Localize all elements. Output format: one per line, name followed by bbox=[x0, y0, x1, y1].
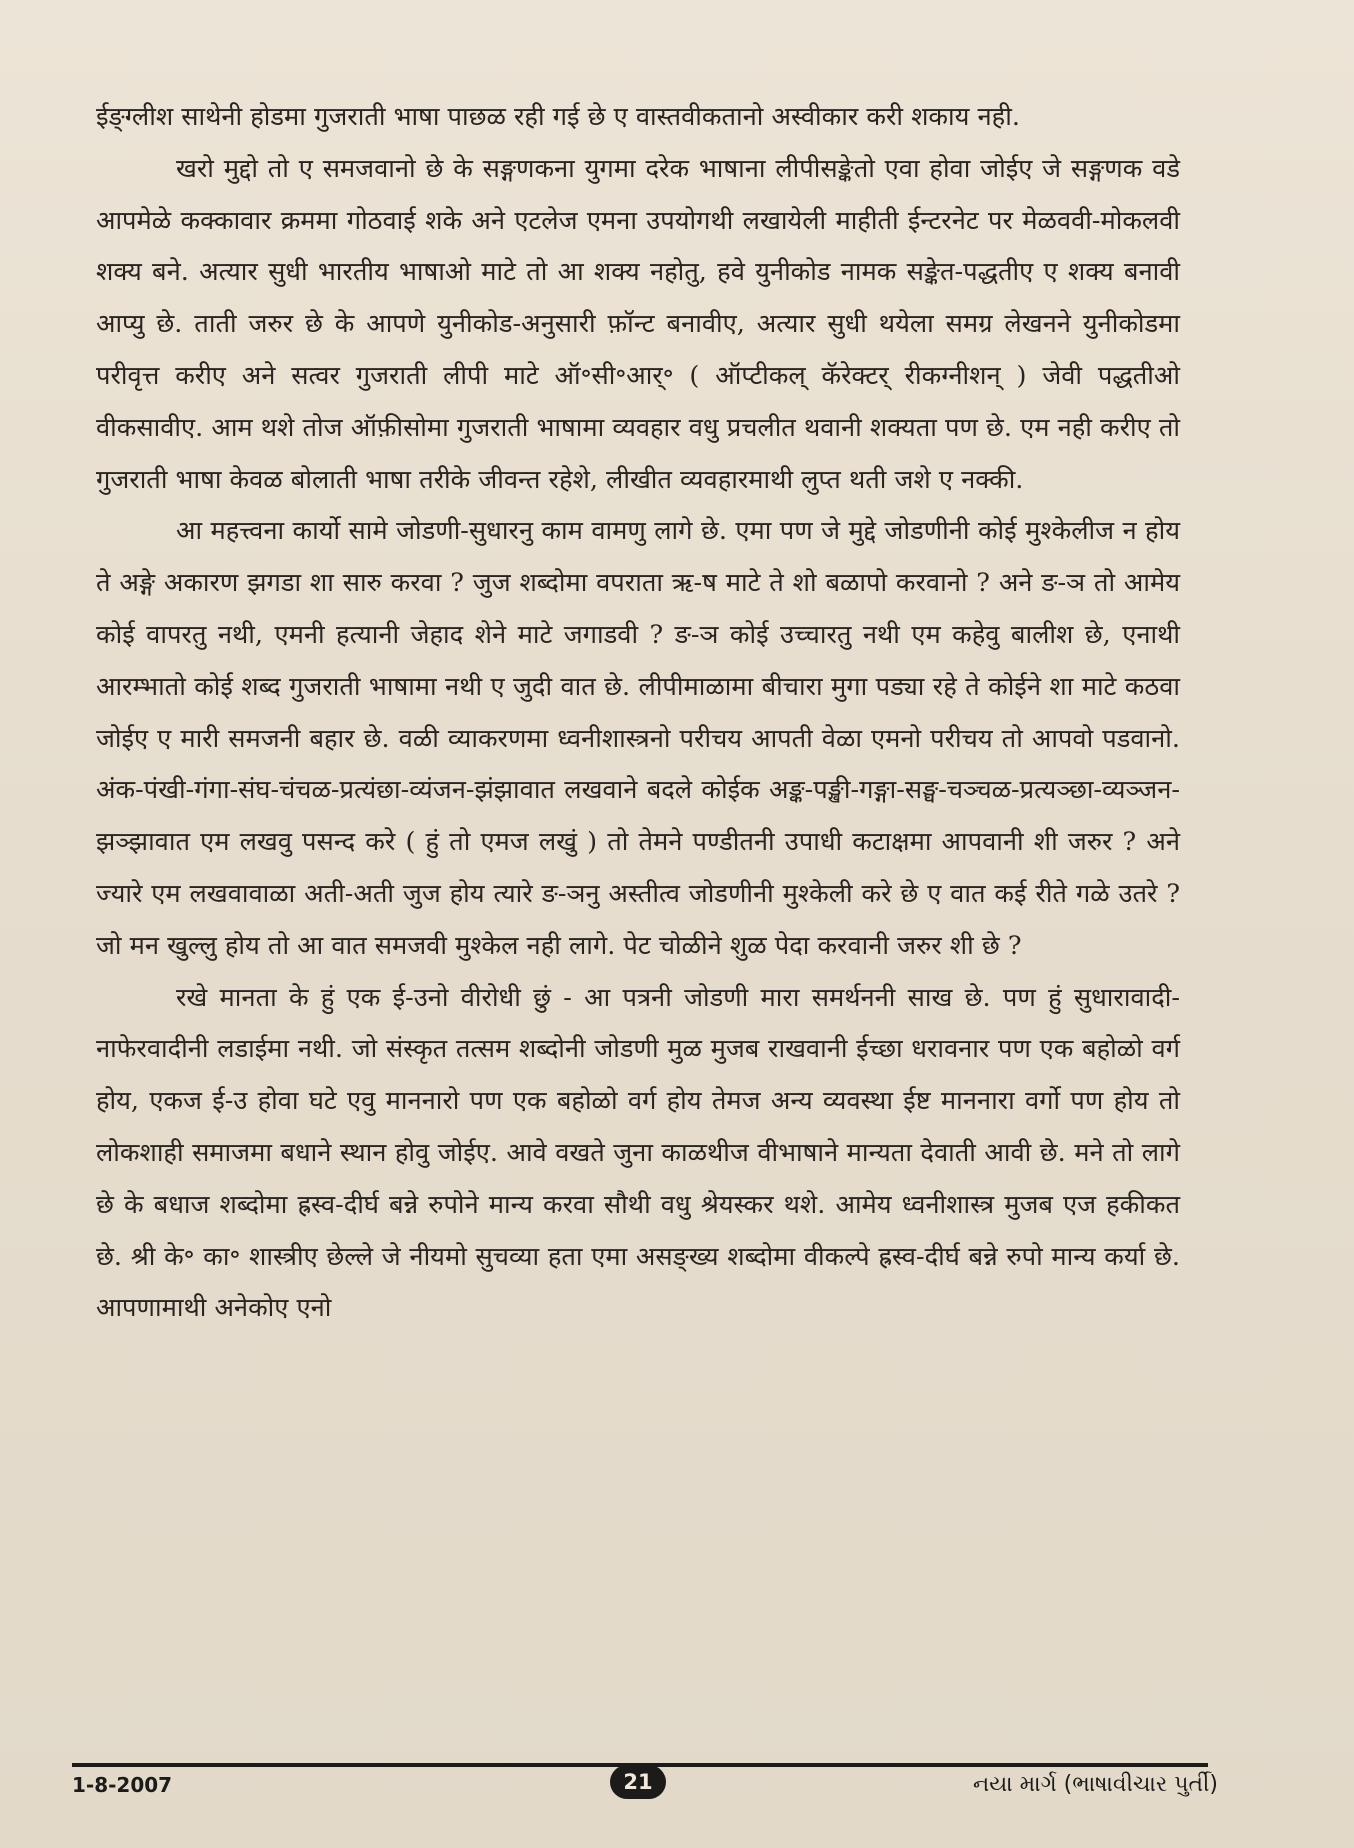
footer-date: 1-8-2007 bbox=[72, 1773, 173, 1797]
paragraph-3: आ महत्त्वना कार्यो सामे जोडणी-सुधारनु काम वामणु लागे छे. एमा पण जे मुद्दे जोडणीनी कोई मुश्केलीज न होय ते अङ्गे अकारण झगडा शा सारु करवा ? जुज शब्दोमा वपराता ऋ-ष माटे ते शो बळापो करवानो ? अने ङ-ञ तो आमेय कोई वापरतु नथी, एमनी हत्यानी जेहाद शेने माटे जगाडवी ? ङ-ञ कोई उच्चारतु नथी एम कहेवु बालीश छे, एनाथी आरम्भातो कोई शब्द गुजराती भाषामा नथी ए जुदी वात छे. लीपीमाळामा बीचारा मुगा पड्या रहे ते कोईने शा माटे कठवा जोईए ए मारी समजनी बहार छे. वळी व्याकरणमा ध्वनीशास्त्रनो परीचय आपती वेळा एमनो परीचय तो आपवो पडवानो. अंक-पंखी-गंगा-संघ-चंचळ-प्रत्यंछा-व्यंजन-झंझावात लखवाने बदले कोईक अङ्क-पङ्खी-गङ्गा-सङ्घ-चञ्चळ-प्रत्यञ्छा-व्यञ्जन-झञ्झावात एम लखवु पसन्द करे ( हुं तो एमज लखुं ) तो तेमने पण्डीतनी उपाधी कटाक्षमा आपवानी शी जरुर ? अने ज्यारे एम लखवावाळा अती-अती जुज होय त्यारे ङ-ञनु अस्तीत्व जोडणीनी मुश्केली करे छे ए वात कई रीते गळे उतरे ? जो मन खुल्लु होय तो आ वात समजवी मुश्केल नही लागे. पेट चोळीने शुळ पेदा करवानी जरुर शी छे ? bbox=[96, 516, 1180, 961]
page-number-badge: 21 bbox=[610, 1765, 666, 1799]
journal-name: નયા માર્ગ (ભાષાવીચાર પુર્તી) bbox=[972, 1772, 1218, 1797]
paragraph-4: रखे मानता के हुं एक ई-उनो वीरोधी छुं - आ पत्रनी जोडणी मारा समर्थननी साख छे. पण हुं सुधारावादी-नाफेरवादीनी लडाईमा नथी. जो संस्कृत तत्सम शब्दोनी जोडणी मुळ मुजब राखवानी ईच्छा धरावनार पण एक बहोळो वर्ग होय, एकज ई-उ होवा घटे एवु माननारो पण एक बहोळो वर्ग होय तेमज अन्य व्यवस्था ईष्ट माननारा वर्गो पण होय तो लोकशाही समाजमा बधाने स्थान होवु जोईए. आवे वखते जुना काळथीज वीभाषाने मान्यता देवाती आवी छे. मने तो लागे छे के बधाज शब्दोमा ह्रस्व-दीर्घ बन्ने रुपोने मान्य करवा सौथी वधु श्रेयस्कर थशे. आमेय ध्वनीशास्त्र मुजब एज हकीकत छे. श्री के॰ का॰ शास्त्रीए छेल्ले जे नीयमो सुचव्या हता एमा असङ्ख्य शब्दोमा वीकल्पे ह्रस्व-दीर्घ बन्ने रुपो मान्य कर्या छे. आपणामाथी अनेकोए एनो bbox=[96, 982, 1180, 1324]
article-body bbox=[96, 92, 1180, 1335]
paragraph-1: ईङ्ग्लीश साथेनी होडमा गुजराती भाषा पाछळ रही गई छे ए वास्तवीकतानो अस्वीकार करी शकाय नही. bbox=[96, 102, 1020, 132]
paragraph-2: खरो मुद्दो तो ए समजवानो छे के सङ्गणकना युगमा दरेक भाषाना लीपीसङ्केतो एवा होवा जोईए जे सङ्गणक वडे आपमेळे कक्कावार क्रममा गोठवाई शके अने एटलेज एमना उपयोगथी लखायेली माहीती ईन्टरनेट पर मेळववी-मोकलवी शक्य बने. अत्यार सुधी भारतीय भाषाओ माटे तो आ शक्य नहोतु, हवे युनीकोड नामक सङ्केत-पद्धतीए ए शक्य बनावी आप्यु छे. ताती जरुर छे के आपणे युनीकोड-अनुसारी फ़ॉन्ट बनावीए, अत्यार सुधी थयेला समग्र लेखनने युनीकोडमा परीवृत्त करीए अने सत्वर गुजराती लीपी माटे ऑ॰सी॰आर्॰ ( ऑप्टीकल् कॅरेक्टर् रीकग्नीशन् ) जेवी पद्धतीओ वीकसावीए. आम थशे तोज ऑफ़ीसोमा गुजराती भाषामा व्यवहार वधु प्रचलीत थवानी शक्यता पण छे. एम नही करीए तो गुजराती भाषा केवळ बोलाती भाषा तरीके जीवन्त रहेशे, लीखीत व्यवहारमाथी लुप्त थती जशे ए नक्की. bbox=[96, 153, 1180, 495]
